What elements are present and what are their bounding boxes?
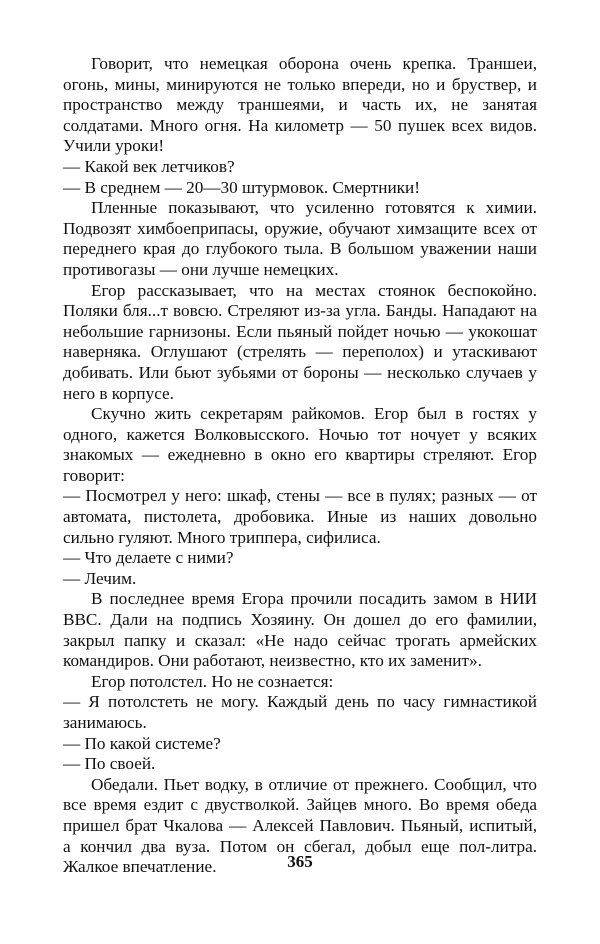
dialogue-own-system: — По своей. <box>63 754 156 774</box>
paragraph-egor-got-fat: Егор потолстел. Но не сознается: <box>91 671 334 691</box>
paragraph-egor-parking-places: Егор рассказывает, что на местах стоянок беспокойно. Поляки бля...т вовсю. Стреляют из-за угла. Банды. Нападают на небольшие гарнизоны. Если пьяный пойдет ночью — укокошат наверняка. Оглушают (стрелять — переполох) и утаскивают добивать. Или бьют зубьями от бороны — несколько случаев у него в корпусе. <box>63 280 537 403</box>
paragraph-district-secretaries: Скучно жить секретарям райкомов. Егор был в гостях у одного, кажется Волковысского. Ночью тот ночует у всяких знакомых — ежедневно в окно его квартиры стреляют. Егор говорит: <box>63 404 537 485</box>
dialogue-we-treat: — Лечим. <box>63 568 137 588</box>
dialogue-which-system: — По какой системе? <box>63 733 221 753</box>
paragraph-german-defense: Говорит, что немецкая оборона очень крепка. Траншеи, огонь, мины, минируются не только впереди, но и бруствер, и пространство между траншеями, и часть их, не занятая солдатами. Много огня. На километр — 50 пушек всех видов. Учили уроки! <box>63 54 537 156</box>
dialogue-bullets-in-walls: — Посмотрел у него: шкаф, стены — все в пулях; разных — от автомата, пистолета, дробовика. Иные из наших довольно сильно гуляют. Много триппера, сифилиса. <box>63 486 537 547</box>
dialogue-what-do-you-do: — Что делаете с ними? <box>63 548 234 568</box>
dialogue-pilot-lifespan-answer: — В среднем — 20—30 штурмовок. Смертники! <box>63 177 420 197</box>
dialogue-gymnastics: — Я потолстеть не могу. Каждый день по часу гимнастикой занимаюсь. <box>63 692 537 732</box>
page-number: 365 <box>287 852 313 871</box>
page-body <box>63 54 537 878</box>
dialogue-pilot-lifespan-question: — Какой век летчиков? <box>63 156 235 176</box>
paragraph-prisoners-chemical: Пленные показывают, что усиленно готовятся к химии. Подвозят химбоеприпасы, оружие, обучают химзащите всех от переднего края до глубокого тыла. В большом уважении наши противогазы — они лучше немецких. <box>63 198 537 279</box>
paragraph-dinner: Обедали. Пьет водку, в отличие от прежнего. Сообщил, что все время ездит с двустволкой. Зайцев много. Во время обеда пришел брат Чкалова — Алексей Павлович. Пьяный, испитый, а кончил два вуза. Потом он сбегал, добыл еще пол-литра. Жалкое впечатление. <box>63 774 537 877</box>
paragraph-nii-vvs: В последнее время Егора прочили посадить замом в НИИ ВВС. Дали на подпись Хозяину. Он дошел до его фамилии, закрыл папку и сказал: «Не надо сейчас трогать армейских командиров. Они работают, неизвестно, кто их заменит». <box>63 589 537 671</box>
